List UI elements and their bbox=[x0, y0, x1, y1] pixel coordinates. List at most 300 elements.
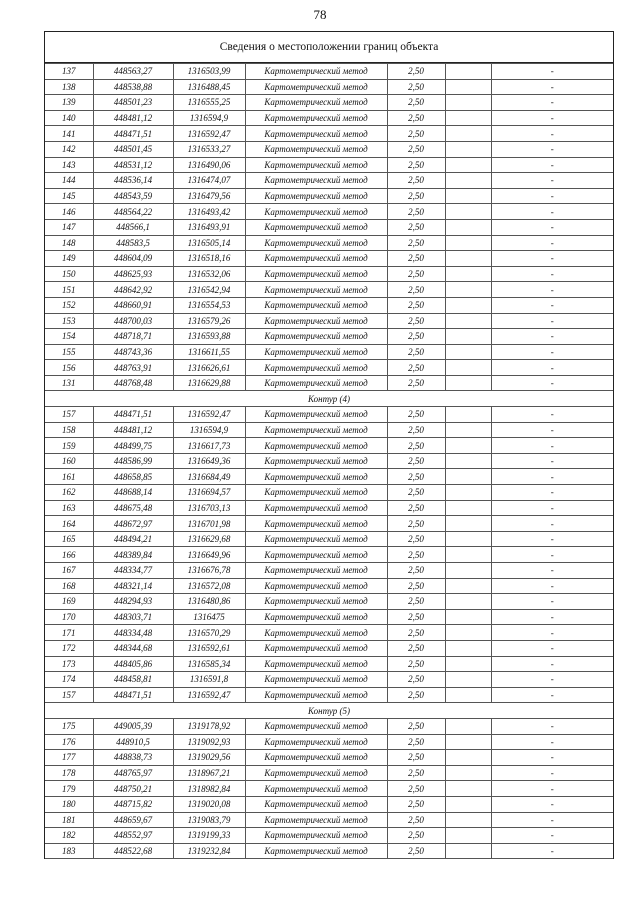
y-coordinate-cell: 1316703,13 bbox=[173, 500, 245, 516]
table-row bbox=[45, 329, 613, 345]
accuracy-cell: 2,50 bbox=[387, 344, 445, 360]
accuracy-cell: 2,50 bbox=[387, 718, 445, 734]
description-cell: - bbox=[491, 141, 613, 157]
method-cell: Картометрический метод bbox=[245, 95, 387, 111]
description-cell: - bbox=[491, 95, 613, 111]
y-coordinate-cell: 1316592,47 bbox=[173, 407, 245, 423]
description-cell: - bbox=[491, 266, 613, 282]
description-cell: - bbox=[491, 251, 613, 267]
y-coordinate-cell: 1316518,16 bbox=[173, 251, 245, 267]
table-row bbox=[45, 796, 613, 812]
point-number-cell: 152 bbox=[45, 297, 93, 313]
y-coordinate-cell: 1316579,26 bbox=[173, 313, 245, 329]
method-cell: Картометрический метод bbox=[245, 547, 387, 563]
x-coordinate-cell: 448552,97 bbox=[93, 828, 173, 844]
y-coordinate-cell: 1316694,57 bbox=[173, 485, 245, 501]
description-cell: - bbox=[491, 828, 613, 844]
table-row bbox=[45, 360, 613, 376]
point-number-cell: 141 bbox=[45, 126, 93, 142]
table-row bbox=[45, 157, 613, 173]
empty-cell bbox=[445, 297, 491, 313]
y-coordinate-cell: 1316701,98 bbox=[173, 516, 245, 532]
table-row bbox=[45, 422, 613, 438]
accuracy-cell: 2,50 bbox=[387, 235, 445, 251]
y-coordinate-cell: 1316594,9 bbox=[173, 422, 245, 438]
table-row bbox=[45, 407, 613, 423]
empty-cell bbox=[445, 173, 491, 189]
y-coordinate-cell: 1316554,53 bbox=[173, 297, 245, 313]
method-cell: Картометрический метод bbox=[245, 578, 387, 594]
empty-cell bbox=[445, 251, 491, 267]
accuracy-cell: 2,50 bbox=[387, 843, 445, 859]
description-cell: - bbox=[491, 672, 613, 688]
accuracy-cell: 2,50 bbox=[387, 141, 445, 157]
empty-cell bbox=[445, 516, 491, 532]
table-row bbox=[45, 718, 613, 734]
method-cell: Картометрический метод bbox=[245, 79, 387, 95]
empty-cell bbox=[445, 828, 491, 844]
method-cell: Картометрический метод bbox=[245, 469, 387, 485]
accuracy-cell: 2,50 bbox=[387, 687, 445, 703]
accuracy-cell: 2,50 bbox=[387, 266, 445, 282]
contour-label: Контур (4) bbox=[45, 391, 613, 407]
accuracy-cell: 2,50 bbox=[387, 251, 445, 267]
accuracy-cell: 2,50 bbox=[387, 79, 445, 95]
empty-cell bbox=[445, 843, 491, 859]
point-number-cell: 170 bbox=[45, 609, 93, 625]
y-coordinate-cell: 1316684,49 bbox=[173, 469, 245, 485]
method-cell: Картометрический метод bbox=[245, 204, 387, 220]
y-coordinate-cell: 1316591,8 bbox=[173, 672, 245, 688]
y-coordinate-cell: 1316592,47 bbox=[173, 126, 245, 142]
empty-cell bbox=[445, 188, 491, 204]
table-row bbox=[45, 141, 613, 157]
x-coordinate-cell: 448743,36 bbox=[93, 344, 173, 360]
method-cell: Картометрический метод bbox=[245, 609, 387, 625]
y-coordinate-cell: 1316488,45 bbox=[173, 79, 245, 95]
point-number-cell: 149 bbox=[45, 251, 93, 267]
y-coordinate-cell: 1316649,96 bbox=[173, 547, 245, 563]
y-coordinate-cell: 1316493,42 bbox=[173, 204, 245, 220]
x-coordinate-cell: 448700,03 bbox=[93, 313, 173, 329]
method-cell: Картометрический метод bbox=[245, 313, 387, 329]
empty-cell bbox=[445, 422, 491, 438]
x-coordinate-cell: 448321,14 bbox=[93, 578, 173, 594]
accuracy-cell: 2,50 bbox=[387, 469, 445, 485]
point-number-cell: 138 bbox=[45, 79, 93, 95]
y-coordinate-cell: 1316617,73 bbox=[173, 438, 245, 454]
accuracy-cell: 2,50 bbox=[387, 563, 445, 579]
accuracy-cell: 2,50 bbox=[387, 578, 445, 594]
accuracy-cell: 2,50 bbox=[387, 625, 445, 641]
accuracy-cell: 2,50 bbox=[387, 531, 445, 547]
y-coordinate-cell: 1316592,61 bbox=[173, 640, 245, 656]
accuracy-cell: 2,50 bbox=[387, 126, 445, 142]
y-coordinate-cell: 1316503,99 bbox=[173, 64, 245, 80]
accuracy-cell: 2,50 bbox=[387, 812, 445, 828]
method-cell: Картометрический метод bbox=[245, 734, 387, 750]
empty-cell bbox=[445, 625, 491, 641]
table-row bbox=[45, 235, 613, 251]
table-row bbox=[45, 64, 613, 80]
description-cell: - bbox=[491, 843, 613, 859]
x-coordinate-cell: 448583,5 bbox=[93, 235, 173, 251]
y-coordinate-cell: 1316570,29 bbox=[173, 625, 245, 641]
point-number-cell: 162 bbox=[45, 485, 93, 501]
description-cell: - bbox=[491, 718, 613, 734]
empty-cell bbox=[445, 344, 491, 360]
contour-header-row bbox=[45, 703, 613, 719]
description-cell: - bbox=[491, 516, 613, 532]
y-coordinate-cell: 1316593,88 bbox=[173, 329, 245, 345]
method-cell: Картометрический метод bbox=[245, 110, 387, 126]
table-row bbox=[45, 500, 613, 516]
table-row bbox=[45, 843, 613, 859]
table-row bbox=[45, 547, 613, 563]
table-row bbox=[45, 297, 613, 313]
empty-cell bbox=[445, 531, 491, 547]
y-coordinate-cell: 1316493,91 bbox=[173, 219, 245, 235]
accuracy-cell: 2,50 bbox=[387, 438, 445, 454]
description-cell: - bbox=[491, 625, 613, 641]
accuracy-cell: 2,50 bbox=[387, 282, 445, 298]
accuracy-cell: 2,50 bbox=[387, 781, 445, 797]
description-cell: - bbox=[491, 173, 613, 189]
empty-cell bbox=[445, 375, 491, 391]
point-number-cell: 176 bbox=[45, 734, 93, 750]
point-number-cell: 180 bbox=[45, 796, 93, 812]
accuracy-cell: 2,50 bbox=[387, 360, 445, 376]
point-number-cell: 181 bbox=[45, 812, 93, 828]
x-coordinate-cell: 448604,09 bbox=[93, 251, 173, 267]
x-coordinate-cell: 448471,51 bbox=[93, 407, 173, 423]
empty-cell bbox=[445, 79, 491, 95]
table-row bbox=[45, 578, 613, 594]
x-coordinate-cell: 448501,45 bbox=[93, 141, 173, 157]
table-row bbox=[45, 188, 613, 204]
table-row bbox=[45, 438, 613, 454]
empty-cell bbox=[445, 469, 491, 485]
y-coordinate-cell: 1316490,06 bbox=[173, 157, 245, 173]
x-coordinate-cell: 448481,12 bbox=[93, 110, 173, 126]
point-number-cell: 159 bbox=[45, 438, 93, 454]
empty-cell bbox=[445, 594, 491, 610]
method-cell: Картометрический метод bbox=[245, 219, 387, 235]
empty-cell bbox=[445, 266, 491, 282]
description-cell: - bbox=[491, 422, 613, 438]
accuracy-cell: 2,50 bbox=[387, 734, 445, 750]
description-cell: - bbox=[491, 531, 613, 547]
accuracy-cell: 2,50 bbox=[387, 64, 445, 80]
y-coordinate-cell: 1316676,78 bbox=[173, 563, 245, 579]
point-number-cell: 131 bbox=[45, 375, 93, 391]
description-cell: - bbox=[491, 360, 613, 376]
point-number-cell: 150 bbox=[45, 266, 93, 282]
method-cell: Картометрический метод bbox=[245, 360, 387, 376]
description-cell: - bbox=[491, 407, 613, 423]
accuracy-cell: 2,50 bbox=[387, 516, 445, 532]
point-number-cell: 154 bbox=[45, 329, 93, 345]
y-coordinate-cell: 1319020,08 bbox=[173, 796, 245, 812]
table-row bbox=[45, 79, 613, 95]
method-cell: Картометрический метод bbox=[245, 781, 387, 797]
empty-cell bbox=[445, 563, 491, 579]
description-cell: - bbox=[491, 547, 613, 563]
y-coordinate-cell: 1316592,47 bbox=[173, 687, 245, 703]
method-cell: Картометрический метод bbox=[245, 173, 387, 189]
x-coordinate-cell: 448458,81 bbox=[93, 672, 173, 688]
accuracy-cell: 2,50 bbox=[387, 750, 445, 766]
accuracy-cell: 2,50 bbox=[387, 219, 445, 235]
description-cell: - bbox=[491, 796, 613, 812]
point-number-cell: 140 bbox=[45, 110, 93, 126]
empty-cell bbox=[445, 656, 491, 672]
empty-cell bbox=[445, 453, 491, 469]
table-row bbox=[45, 110, 613, 126]
description-cell: - bbox=[491, 204, 613, 220]
description-cell: - bbox=[491, 126, 613, 142]
method-cell: Картометрический метод bbox=[245, 640, 387, 656]
method-cell: Картометрический метод bbox=[245, 126, 387, 142]
point-number-cell: 174 bbox=[45, 672, 93, 688]
table-row bbox=[45, 516, 613, 532]
x-coordinate-cell: 448499,75 bbox=[93, 438, 173, 454]
x-coordinate-cell: 448718,71 bbox=[93, 329, 173, 345]
empty-cell bbox=[445, 329, 491, 345]
method-cell: Картометрический метод bbox=[245, 64, 387, 80]
table-row bbox=[45, 126, 613, 142]
x-coordinate-cell: 448566,1 bbox=[93, 219, 173, 235]
point-number-cell: 171 bbox=[45, 625, 93, 641]
y-coordinate-cell: 1316629,88 bbox=[173, 375, 245, 391]
point-number-cell: 147 bbox=[45, 219, 93, 235]
table-row bbox=[45, 594, 613, 610]
method-cell: Картометрический метод bbox=[245, 656, 387, 672]
accuracy-cell: 2,50 bbox=[387, 453, 445, 469]
x-coordinate-cell: 448563,27 bbox=[93, 64, 173, 80]
description-cell: - bbox=[491, 765, 613, 781]
description-cell: - bbox=[491, 578, 613, 594]
method-cell: Картометрический метод bbox=[245, 282, 387, 298]
method-cell: Картометрический метод bbox=[245, 750, 387, 766]
empty-cell bbox=[445, 687, 491, 703]
y-coordinate-cell: 1316532,06 bbox=[173, 266, 245, 282]
empty-cell bbox=[445, 547, 491, 563]
y-coordinate-cell: 1316629,68 bbox=[173, 531, 245, 547]
method-cell: Картометрический метод bbox=[245, 375, 387, 391]
x-coordinate-cell: 448625,93 bbox=[93, 266, 173, 282]
empty-cell bbox=[445, 812, 491, 828]
x-coordinate-cell: 448303,71 bbox=[93, 609, 173, 625]
point-number-cell: 177 bbox=[45, 750, 93, 766]
y-coordinate-cell: 1319029,56 bbox=[173, 750, 245, 766]
method-cell: Картометрический метод bbox=[245, 438, 387, 454]
page-number: 78 bbox=[313, 7, 327, 22]
description-cell: - bbox=[491, 734, 613, 750]
point-number-cell: 155 bbox=[45, 344, 93, 360]
description-cell: - bbox=[491, 375, 613, 391]
table-row bbox=[45, 656, 613, 672]
description-cell: - bbox=[491, 609, 613, 625]
accuracy-cell: 2,50 bbox=[387, 609, 445, 625]
empty-cell bbox=[445, 734, 491, 750]
x-coordinate-cell: 448642,92 bbox=[93, 282, 173, 298]
y-coordinate-cell: 1316555,25 bbox=[173, 95, 245, 111]
accuracy-cell: 2,50 bbox=[387, 796, 445, 812]
y-coordinate-cell: 1316474,07 bbox=[173, 173, 245, 189]
description-cell: - bbox=[491, 687, 613, 703]
x-coordinate-cell: 448672,97 bbox=[93, 516, 173, 532]
accuracy-cell: 2,50 bbox=[387, 95, 445, 111]
y-coordinate-cell: 1319092,93 bbox=[173, 734, 245, 750]
point-number-cell: 157 bbox=[45, 407, 93, 423]
coordinates-table bbox=[45, 63, 613, 859]
x-coordinate-cell: 448688,14 bbox=[93, 485, 173, 501]
point-number-cell: 183 bbox=[45, 843, 93, 859]
accuracy-cell: 2,50 bbox=[387, 547, 445, 563]
description-cell: - bbox=[491, 812, 613, 828]
x-coordinate-cell: 448501,23 bbox=[93, 95, 173, 111]
empty-cell bbox=[445, 282, 491, 298]
empty-cell bbox=[445, 313, 491, 329]
point-number-cell: 144 bbox=[45, 173, 93, 189]
empty-cell bbox=[445, 781, 491, 797]
point-number-cell: 137 bbox=[45, 64, 93, 80]
x-coordinate-cell: 448538,88 bbox=[93, 79, 173, 95]
description-cell: - bbox=[491, 453, 613, 469]
description-cell: - bbox=[491, 344, 613, 360]
accuracy-cell: 2,50 bbox=[387, 672, 445, 688]
point-number-cell: 173 bbox=[45, 656, 93, 672]
table-row bbox=[45, 219, 613, 235]
description-cell: - bbox=[491, 485, 613, 501]
description-cell: - bbox=[491, 313, 613, 329]
description-cell: - bbox=[491, 750, 613, 766]
method-cell: Картометрический метод bbox=[245, 251, 387, 267]
point-number-cell: 151 bbox=[45, 282, 93, 298]
empty-cell bbox=[445, 500, 491, 516]
point-number-cell: 160 bbox=[45, 453, 93, 469]
method-cell: Картометрический метод bbox=[245, 407, 387, 423]
accuracy-cell: 2,50 bbox=[387, 765, 445, 781]
y-coordinate-cell: 1316480,86 bbox=[173, 594, 245, 610]
accuracy-cell: 2,50 bbox=[387, 656, 445, 672]
point-number-cell: 161 bbox=[45, 469, 93, 485]
accuracy-cell: 2,50 bbox=[387, 297, 445, 313]
empty-cell bbox=[445, 765, 491, 781]
accuracy-cell: 2,50 bbox=[387, 828, 445, 844]
empty-cell bbox=[445, 796, 491, 812]
y-coordinate-cell: 1316475 bbox=[173, 609, 245, 625]
point-number-cell: 142 bbox=[45, 141, 93, 157]
description-cell: - bbox=[491, 469, 613, 485]
x-coordinate-cell: 449005,39 bbox=[93, 718, 173, 734]
x-coordinate-cell: 448715,82 bbox=[93, 796, 173, 812]
table-row bbox=[45, 95, 613, 111]
point-number-cell: 143 bbox=[45, 157, 93, 173]
contour-label: Контур (5) bbox=[45, 703, 613, 719]
table-row bbox=[45, 812, 613, 828]
y-coordinate-cell: 1319178,92 bbox=[173, 718, 245, 734]
method-cell: Картометрический метод bbox=[245, 765, 387, 781]
method-cell: Картометрический метод bbox=[245, 812, 387, 828]
y-coordinate-cell: 1318967,21 bbox=[173, 765, 245, 781]
empty-cell bbox=[445, 609, 491, 625]
empty-cell bbox=[445, 672, 491, 688]
x-coordinate-cell: 448536,14 bbox=[93, 173, 173, 189]
x-coordinate-cell: 448838,73 bbox=[93, 750, 173, 766]
method-cell: Картометрический метод bbox=[245, 843, 387, 859]
x-coordinate-cell: 448586,99 bbox=[93, 453, 173, 469]
method-cell: Картометрический метод bbox=[245, 329, 387, 345]
method-cell: Картометрический метод bbox=[245, 828, 387, 844]
description-cell: - bbox=[491, 438, 613, 454]
method-cell: Картометрический метод bbox=[245, 563, 387, 579]
table-row bbox=[45, 640, 613, 656]
table-row bbox=[45, 204, 613, 220]
description-cell: - bbox=[491, 157, 613, 173]
y-coordinate-cell: 1316542,94 bbox=[173, 282, 245, 298]
method-cell: Картометрический метод bbox=[245, 157, 387, 173]
table-row bbox=[45, 173, 613, 189]
accuracy-cell: 2,50 bbox=[387, 313, 445, 329]
method-cell: Картометрический метод bbox=[245, 344, 387, 360]
y-coordinate-cell: 1316585,34 bbox=[173, 656, 245, 672]
accuracy-cell: 2,50 bbox=[387, 173, 445, 189]
method-cell: Картометрический метод bbox=[245, 516, 387, 532]
table-row bbox=[45, 672, 613, 688]
x-coordinate-cell: 448334,77 bbox=[93, 563, 173, 579]
table-row bbox=[45, 375, 613, 391]
point-number-cell: 163 bbox=[45, 500, 93, 516]
table-row bbox=[45, 469, 613, 485]
table-row bbox=[45, 625, 613, 641]
point-number-cell: 168 bbox=[45, 578, 93, 594]
y-coordinate-cell: 1316649,36 bbox=[173, 453, 245, 469]
contour-header-row bbox=[45, 391, 613, 407]
method-cell: Картометрический метод bbox=[245, 687, 387, 703]
description-cell: - bbox=[491, 110, 613, 126]
x-coordinate-cell: 448659,67 bbox=[93, 812, 173, 828]
point-number-cell: 139 bbox=[45, 95, 93, 111]
x-coordinate-cell: 448543,59 bbox=[93, 188, 173, 204]
y-coordinate-cell: 1318982,84 bbox=[173, 781, 245, 797]
table-row bbox=[45, 313, 613, 329]
coordinates-table-container bbox=[44, 31, 614, 859]
empty-cell bbox=[445, 718, 491, 734]
x-coordinate-cell: 448334,48 bbox=[93, 625, 173, 641]
x-coordinate-cell: 448494,21 bbox=[93, 531, 173, 547]
empty-cell bbox=[445, 95, 491, 111]
x-coordinate-cell: 448658,85 bbox=[93, 469, 173, 485]
table-row bbox=[45, 828, 613, 844]
accuracy-cell: 2,50 bbox=[387, 407, 445, 423]
table-row bbox=[45, 781, 613, 797]
x-coordinate-cell: 448531,12 bbox=[93, 157, 173, 173]
table-row bbox=[45, 266, 613, 282]
accuracy-cell: 2,50 bbox=[387, 110, 445, 126]
method-cell: Картометрический метод bbox=[245, 266, 387, 282]
table-row bbox=[45, 485, 613, 501]
accuracy-cell: 2,50 bbox=[387, 422, 445, 438]
point-number-cell: 157 bbox=[45, 687, 93, 703]
method-cell: Картометрический метод bbox=[245, 718, 387, 734]
method-cell: Картометрический метод bbox=[245, 594, 387, 610]
accuracy-cell: 2,50 bbox=[387, 594, 445, 610]
method-cell: Картометрический метод bbox=[245, 422, 387, 438]
method-cell: Картометрический метод bbox=[245, 453, 387, 469]
method-cell: Картометрический метод bbox=[245, 141, 387, 157]
